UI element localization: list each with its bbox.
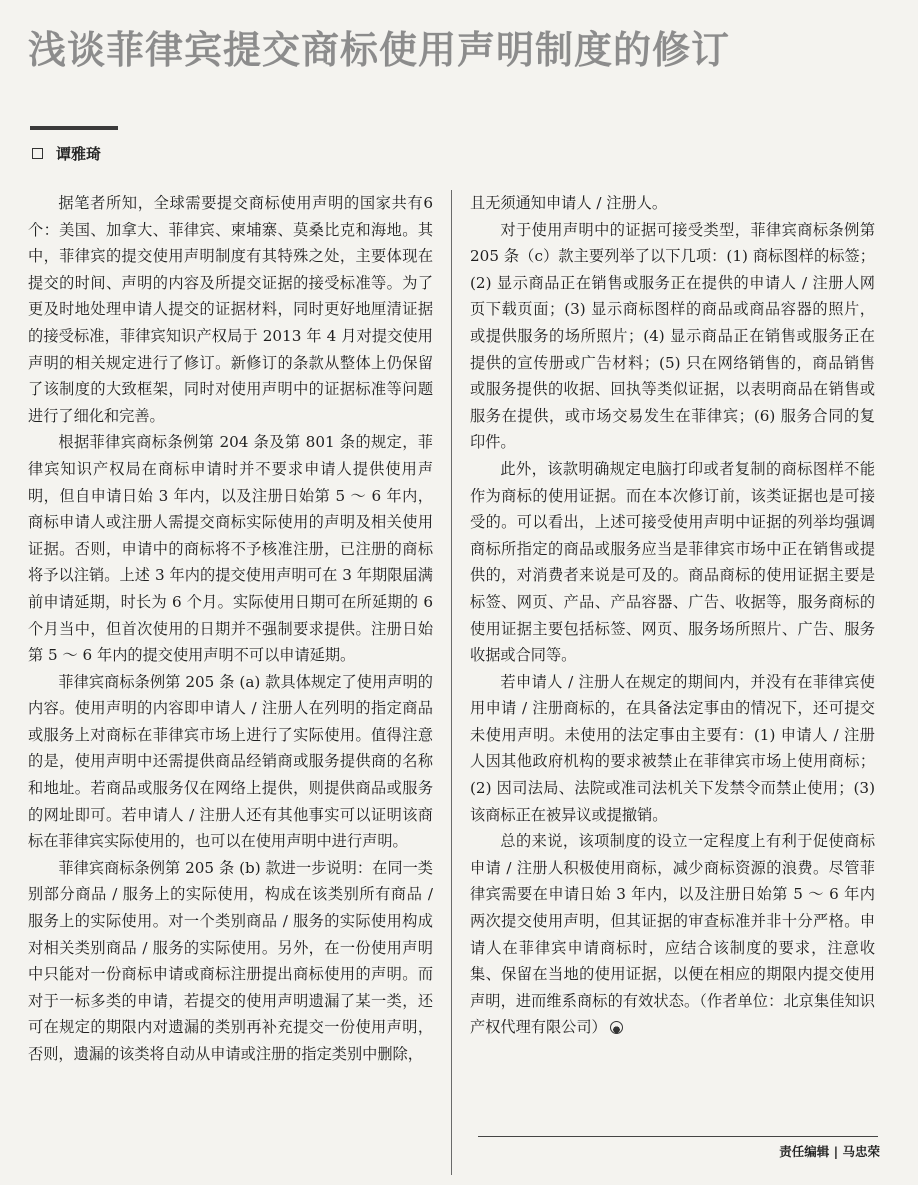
paragraph-text: 总的来说，该项制度的设立一定程度上有利于促使商标申请 / 注册人积极使用商标，减少商标资源的浪费。尽管菲律宾需要在申请日始 3 年内，以及注册日始第 5 ～ 6 年内两次提交使用声明，但其证据的审查标准并非十分严格。申请人在菲律宾申请商标时，应结合该制度的要求，注意收集、保留在当地的使用证据，以便在相应的期限内提交使用声明，进而维系商标的有效状态。（作者单位：北京集佳知识产权代理有限公司） bbox=[470, 832, 875, 1037]
title-rule bbox=[30, 126, 118, 130]
author-marker-icon bbox=[32, 148, 43, 159]
column-divider bbox=[451, 190, 452, 1175]
paragraph-closing bbox=[470, 828, 875, 1041]
paragraph: 菲律宾商标条例第 205 条 (b) 款进一步说明：在同一类别部分商品 / 服务上的实际使用，构成在该类别所有商品 / 服务上的实际使用。对一个类别商品 / 服务的实际使用构成对相关类别商品 / 服务的实际使用。另外，在一份使用声明中只能对一份商标申请或商标注册提出商标使用的声明。而对于一标多类的申请，若提交的使用声明遗漏了某一类，还可在规定的期限内对遗漏的类别再补充提交一份使用声明，否则，遗漏的该类将自动从申请或注册的指定类别中删除， bbox=[28, 858, 433, 1063]
author-name: 谭雅琦 bbox=[56, 145, 102, 163]
footer-rule bbox=[478, 1136, 878, 1137]
paragraph: 根据菲律宾商标条例第 204 条及第 801 条的规定，菲律宾知识产权局在商标申请时并不要求申请人提供使用声明，但自申请日始 3 年内，以及注册日始第 5 ～ 6 年内，商标申请人或注册人需提交商标实际使用的声明及相关使用证据。否则，申请中的商标将不予核准注册，已注册的商标将予以注销。上述 3 年内的提交使用声明可在 3 年期限届满前申请延期，时长为 6 个月。实际使用日期可在所延期的 6 个月当中，但首次使用的日期并不强制要求提供。注册日始第 5 ～ 6 年内的提交使用声明不可以申请延期。 bbox=[28, 433, 433, 665]
paragraph: 对于使用声明中的证据可接受类型，菲律宾商标条例第 205 条（c）款主要列举了以下几项：(1) 商标图样的标签；(2) 显示商品正在销售或服务正在提供的申请人 / 注册人网页下载页面；(3) 显示商标图样的商品或商品容器的照片，或提供服务的场所照片；(4) 显示商品正在销售或服务正在提供的宣传册或广告材料；(5) 只在网络销售的，商品销售或服务提供的收据、回执等类似证据，以表明商品在销售或服务在提供，或市场交易发生在菲律宾；(6) 服务合同的复印件。 bbox=[470, 220, 875, 452]
paragraph: 菲律宾商标条例第 205 条 (a) 款具体规定了使用声明的内容。使用声明的内容即申请人 / 注册人在列明的指定商品或服务上对商标在菲律宾市场上进行了实际使用。值得注意的是，使用声明中还需提供商品经销商或服务提供商的名称和地址。若商品或服务仅在网络上提供，则提供商品或服务的网址即可。若申请人 / 注册人还有其他事实可以证明该商标在菲律宾实际使用的，也可以在使用声明中进行声明。 bbox=[28, 672, 433, 851]
paragraph: 若申请人 / 注册人在规定的期间内，并没有在菲律宾使用申请 / 注册商标的，在具备法定事由的情况下，还可提交未使用声明。未使用的法定事由主要有：(1) 申请人 / 注册人因其他政府机构的要求被禁止在菲律宾市场上使用商标；(2) 因司法局、法院或准司法机关下发禁令而禁止使用；(3) 该商标正在被异议或提撤销。 bbox=[470, 672, 875, 824]
article-title: 浅谈菲律宾提交商标使用声明制度的修订 bbox=[28, 28, 731, 72]
paragraph: 且无须通知申请人 / 注册人。 bbox=[470, 194, 668, 212]
right-column bbox=[470, 190, 875, 1041]
left-column bbox=[28, 190, 433, 1068]
paragraph: 此外，该款明确规定电脑打印或者复制的商标图样不能作为商标的使用证据。而在本次修订前，该类证据也是可接受的。可以看出，上述可接受使用声明中证据的列举均强调商标所指定的商品或服务应当是菲律宾市场中正在销售或提供的，对消费者来说是可及的。商品商标的使用证据主要是标签、网页、产品、产品容器、广告、收据等，服务商标的使用证据主要包括标签、网页、服务场所照片、广告、服务收据或合同等。 bbox=[470, 459, 875, 665]
editor-credit: 责任编辑 | 马忠荣 bbox=[779, 1144, 880, 1159]
end-mark-icon bbox=[610, 1021, 623, 1034]
paragraph: 据笔者所知，全球需要提交商标使用声明的国家共有6个：美国、加拿大、菲律宾、柬埔寨、莫桑比克和海地。其中，菲律宾的提交使用声明制度有其特殊之处，主要体现在提交的时间、声明的内容及所提交证据的接受标准等。为了更及时地处理申请人提交的证据材料，同时更好地厘清证据的接受标准，菲律宾知识产权局于 2013 年 4 月对提交使用声明的相关规定进行了修订。新修订的条款从整体上仍保留了该制度的大致框架，同时对使用声明中的证据标准等问题进行了细化和完善。 bbox=[28, 194, 433, 425]
